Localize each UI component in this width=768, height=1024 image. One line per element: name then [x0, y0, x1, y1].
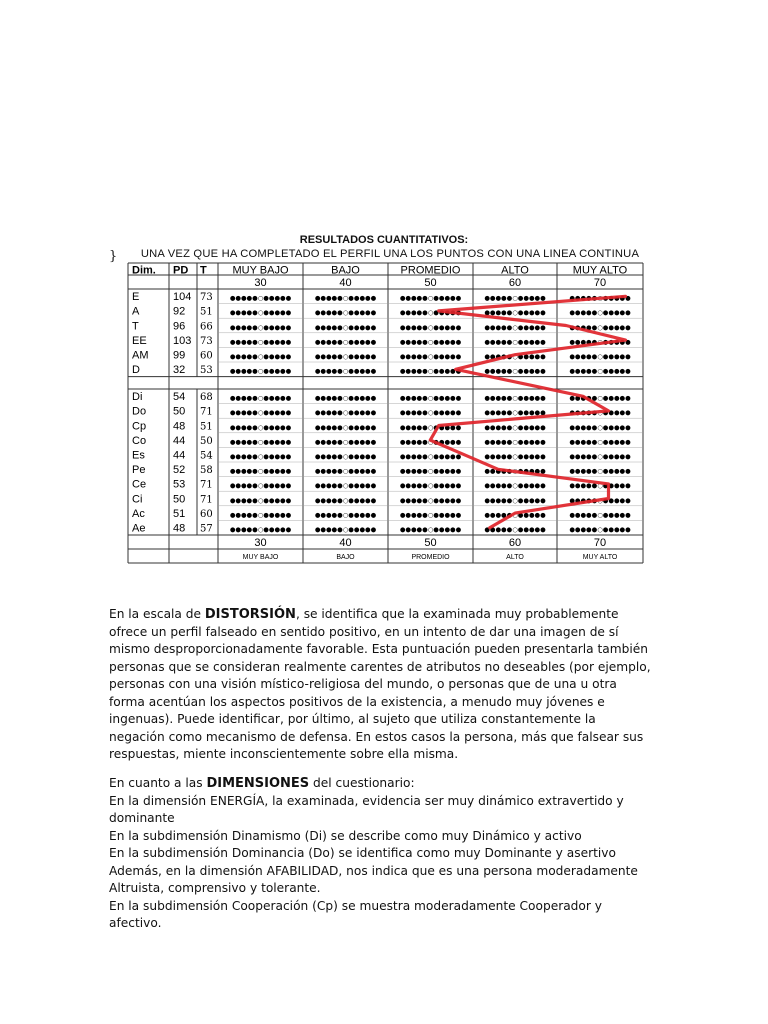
header-level-5: MUY ALTO	[572, 264, 628, 277]
footer-level-3: PROMEDIO	[411, 554, 450, 561]
row-pd: 92	[173, 305, 186, 318]
dot-scale: ●●●●●○●●●●●	[399, 394, 462, 403]
dot-scale: ●●●●●○●●●●●	[399, 367, 462, 376]
dot-scale: ●●●●●○●●●●●	[569, 496, 631, 505]
dot-scale: ●●●●●○●●●●●	[229, 452, 292, 461]
scale-value-3: 50	[424, 277, 437, 289]
scale-value-4: 60	[508, 277, 522, 289]
p1-bold: DISTORSIÓN	[204, 607, 296, 622]
row-pd: 104	[173, 291, 192, 304]
row-t: 50	[200, 435, 213, 447]
header-pd: PD	[173, 264, 189, 277]
dot-scale: ●●●●●○●●●●●	[484, 323, 546, 332]
header-level-2: BAJO	[331, 264, 360, 277]
row-dim: Di	[132, 391, 143, 404]
dot-scale: ●●●●●○●●●●●	[569, 394, 631, 403]
p2-line-3: En la subdimensión Dominancia (Do) se identifica como muy Dominante y asertivo	[109, 846, 616, 860]
dot-scale: ●●●●●○●●●●●	[484, 525, 546, 534]
figure-instruction: UNA VEZ QUE HA COMPLETADO EL PERFIL UNA LOS PUNTOS CON UNA LINEA CONTINUA	[140, 248, 640, 260]
row-t: 71	[200, 406, 213, 418]
dot-scale: ●●●●●○●●●●●	[399, 308, 462, 317]
scale-value-2: 40	[339, 277, 352, 289]
dot-scale: ●●●●●○●●●●●	[569, 437, 631, 446]
dot-scale: ●●●●●○●●●●●	[569, 452, 631, 461]
p2-line-5: En la subdimensión Cooperación (Cp) se muestra moderadamente Cooperador y afectivo.	[109, 898, 602, 930]
dot-scale: ●●●●●○●●●●●	[229, 437, 292, 446]
dot-scale: ●●●●●○●●●●●	[484, 510, 546, 519]
row-t: 66	[200, 321, 213, 333]
dot-scale: ●●●●●○●●●●●	[569, 423, 631, 432]
row-dim: D	[132, 364, 140, 377]
scale-value-5: 70	[593, 277, 607, 289]
footer-value-3: 50	[424, 537, 437, 549]
row-dim: Ae	[132, 522, 146, 535]
row-t: 71	[200, 494, 213, 506]
row-pd: 44	[173, 449, 186, 462]
dot-scale: ●●●●●○●●●●●	[484, 394, 546, 403]
dot-scale: ●●●●●○●●●●●	[399, 352, 462, 361]
dot-scale: ●●●●●○●●●●●	[314, 437, 377, 446]
dot-scale: ●●●●●○●●●●●	[229, 323, 292, 332]
dot-scale: ●●●●●○●●●●●	[569, 323, 631, 332]
header-level-3: PROMEDIO	[400, 264, 461, 277]
p2-line-2: En la subdimensión Dinamismo (Di) se describe como muy Dinámico y activo	[109, 828, 582, 843]
dot-scale: ●●●●●○●●●●●	[314, 510, 377, 519]
dot-scale: ●●●●●○●●●●●	[569, 408, 631, 417]
p1-lead: En la escala de	[109, 607, 205, 621]
footer-level-1: MUY BAJO	[242, 554, 279, 561]
figure-title: RESULTADOS CUANTITATIVOS:	[299, 234, 469, 246]
dot-scale: ●●●●●○●●●●●	[484, 367, 546, 376]
dot-scale: ●●●●●○●●●●●	[314, 352, 377, 361]
left-mark: }	[109, 249, 118, 264]
row-t: 58	[200, 465, 213, 477]
row-pd: 50	[173, 405, 186, 418]
row-dim: Pe	[132, 464, 146, 477]
dot-scale: ●●●●●○●●●●●	[314, 294, 377, 303]
dot-scale: ●●●●●○●●●●●	[484, 437, 546, 446]
dot-scale: ●●●●●○●●●●●	[229, 408, 292, 417]
dot-scale: ●●●●●○●●●●●	[314, 496, 377, 505]
dimensions-paragraph	[109, 775, 654, 933]
row-t: 51	[200, 421, 213, 433]
dot-scale: ●●●●●○●●●●●	[314, 394, 377, 403]
dot-scale: ●●●●●○●●●●●	[229, 496, 292, 505]
dot-scale: ●●●●●○●●●●●	[314, 423, 377, 432]
dot-scale: ●●●●●○●●●●●	[229, 510, 292, 519]
dot-scale: ●●●●●○●●●●●	[229, 367, 292, 376]
row-t: 68	[200, 392, 213, 404]
dot-scale: ●●●●●○●●●●●	[399, 337, 462, 346]
p2-line-4: Además, en la dimensión AFABILIDAD, nos indica que es una persona moderadamente Altruista, comprensivo y tolerante.	[109, 863, 638, 895]
row-dim: E	[132, 291, 140, 304]
dot-scale: ●●●●●○●●●●●	[484, 452, 546, 461]
dot-scale: ●●●●●○●●●●●	[399, 437, 462, 446]
row-pd: 96	[173, 320, 186, 333]
dot-scale: ●●●●●○●●●●●	[399, 452, 462, 461]
dot-scale: ●●●●●○●●●●●	[399, 294, 462, 303]
scale-value-1: 30	[254, 277, 267, 289]
dot-scale: ●●●●●○●●●●●	[569, 294, 631, 303]
dot-scale: ●●●●●○●●●●●	[229, 481, 292, 490]
dot-scale: ●●●●●○●●●●●	[229, 525, 292, 534]
dot-scale: ●●●●●○●●●●●	[484, 337, 546, 346]
dot-scale: ●●●●●○●●●●●	[314, 367, 377, 376]
dot-scale: ●●●●●○●●●●●	[314, 308, 377, 317]
footer-level-5: MUY ALTO	[582, 554, 618, 561]
dot-scale: ●●●●●○●●●●●	[399, 496, 462, 505]
row-dim: Ce	[132, 478, 147, 491]
dot-scale: ●●●●●○●●●●●	[399, 323, 462, 332]
dot-scale: ●●●●●○●●●●●	[569, 481, 631, 490]
row-dim: Ac	[132, 507, 145, 520]
dot-scale: ●●●●●○●●●●●	[399, 481, 462, 490]
dot-scale: ●●●●●○●●●●●	[569, 510, 631, 519]
dot-scale: ●●●●●○●●●●●	[569, 352, 631, 361]
footer-value-4: 60	[508, 537, 522, 549]
dot-scale: ●●●●●○●●●●●	[484, 294, 546, 303]
row-dim: Es	[132, 449, 145, 462]
row-t: 60	[200, 350, 213, 362]
dot-scale: ●●●●●○●●●●●	[484, 308, 546, 317]
row-t: 54	[200, 450, 213, 462]
dot-scale: ●●●●●○●●●●●	[314, 337, 377, 346]
dot-scale: ●●●●●○●●●●●	[314, 525, 377, 534]
dot-scale: ●●●●●○●●●●●	[484, 408, 546, 417]
dot-scale: ●●●●●○●●●●●	[399, 423, 462, 432]
dot-scale: ●●●●●○●●●●●	[314, 481, 377, 490]
p2-rest: del cuestionario:	[309, 776, 415, 790]
dot-scale: ●●●●●○●●●●●	[314, 452, 377, 461]
row-t: 73	[200, 292, 213, 304]
dot-scale: ●●●●●○●●●●●	[399, 525, 462, 534]
p2-bold: DIMENSIONES	[206, 776, 310, 791]
dot-scale: ●●●●●○●●●●●	[569, 525, 631, 534]
dot-scale: ●●●●●○●●●●●	[569, 467, 631, 476]
p2-line-1: En la dimensión ENERGÍA, la examinada, evidencia ser muy dinámico extravertido y dominante	[109, 793, 624, 825]
footer-level-2: BAJO	[336, 554, 355, 561]
dot-scale: ●●●●●○●●●●●	[569, 308, 631, 317]
row-t: 57	[200, 523, 213, 535]
header-dim: Dim.	[132, 264, 156, 277]
row-t: 53	[200, 365, 213, 377]
dot-scale: ●●●●●○●●●●●	[484, 467, 546, 476]
footer-level-4: ALTO	[506, 554, 524, 561]
row-dim: Co	[132, 434, 147, 447]
footer-value-5: 70	[593, 537, 607, 549]
footer-value-2: 40	[339, 537, 352, 549]
row-pd: 50	[173, 493, 186, 506]
dot-scale: ●●●●●○●●●●●	[229, 308, 292, 317]
row-pd: 53	[173, 478, 186, 491]
dot-scale: ●●●●●○●●●●●	[399, 510, 462, 519]
row-pd: 44	[173, 434, 186, 447]
dot-scale: ●●●●●○●●●●●	[229, 394, 292, 403]
dot-scale: ●●●●●○●●●●●	[484, 496, 546, 505]
row-dim: Do	[132, 405, 147, 418]
header-t: T	[200, 264, 207, 277]
row-dim: EE	[132, 334, 147, 347]
row-pd: 48	[173, 522, 186, 535]
dot-scale: ●●●●●○●●●●●	[314, 467, 377, 476]
row-dim: Cp	[132, 420, 147, 433]
row-t: 60	[200, 508, 213, 520]
dot-scale: ●●●●●○●●●●●	[229, 423, 292, 432]
header-level-1: MUY BAJO	[232, 264, 289, 277]
dot-scale: ●●●●●○●●●●●	[229, 467, 292, 476]
row-dim: T	[132, 320, 139, 333]
row-t: 71	[200, 479, 213, 491]
row-pd: 103	[173, 334, 192, 347]
p1-rest: , se identifica que la examinada muy probablemente ofrece un perfil falseado en sentido positivo, en un intento de dar una imagen de sí mismo desproporcionadamente favorable. Esta puntuación pueden presentarla también personas que se consideran realmente carentes de atributos no deseables (por ejemplo, personas con una visión místico-religiosa del mundo, o personas que de una u otra forma acentúan los aspectos positivos de la existencia, a menudo muy jóvenes e ingenuas). Puede identificar, por último, al sujeto que utiliza constantemente la negación como mecanismo de defensa. En estos casos la persona, más que falsear sus respuestas, miente inconscientemente sobre ella misma.	[109, 607, 651, 761]
row-pd: 99	[173, 349, 186, 362]
dot-scale: ●●●●●○●●●●●	[314, 323, 377, 332]
dot-scale: ●●●●●○●●●●●	[484, 352, 546, 361]
row-pd: 51	[173, 507, 186, 520]
dot-scale: ●●●●●○●●●●●	[569, 367, 631, 376]
row-dim: AM	[132, 349, 149, 362]
dot-scale: ●●●●●○●●●●●	[484, 481, 546, 490]
header-level-4: ALTO	[501, 264, 529, 277]
row-t: 73	[200, 335, 213, 347]
dot-scale: ●●●●●○●●●●●	[229, 294, 292, 303]
dot-scale: ●●●●●○●●●●●	[229, 352, 292, 361]
dot-scale: ●●●●●○●●●●●	[569, 337, 631, 346]
row-t: 51	[200, 306, 213, 318]
row-pd: 54	[173, 391, 186, 404]
row-dim: Ci	[132, 493, 143, 506]
row-pd: 52	[173, 464, 186, 477]
row-pd: 48	[173, 420, 186, 433]
dot-scale: ●●●●●○●●●●●	[484, 423, 546, 432]
footer-value-1: 30	[254, 537, 267, 549]
dot-scale: ●●●●●○●●●●●	[399, 467, 462, 476]
p2-lead: En cuanto a las	[109, 776, 207, 790]
dot-scale: ●●●●●○●●●●●	[229, 337, 292, 346]
dot-scale: ●●●●●○●●●●●	[314, 408, 377, 417]
row-pd: 32	[173, 364, 186, 377]
dot-scale: ●●●●●○●●●●●	[399, 408, 462, 417]
row-dim: A	[132, 305, 140, 318]
distortion-paragraph	[109, 606, 654, 764]
